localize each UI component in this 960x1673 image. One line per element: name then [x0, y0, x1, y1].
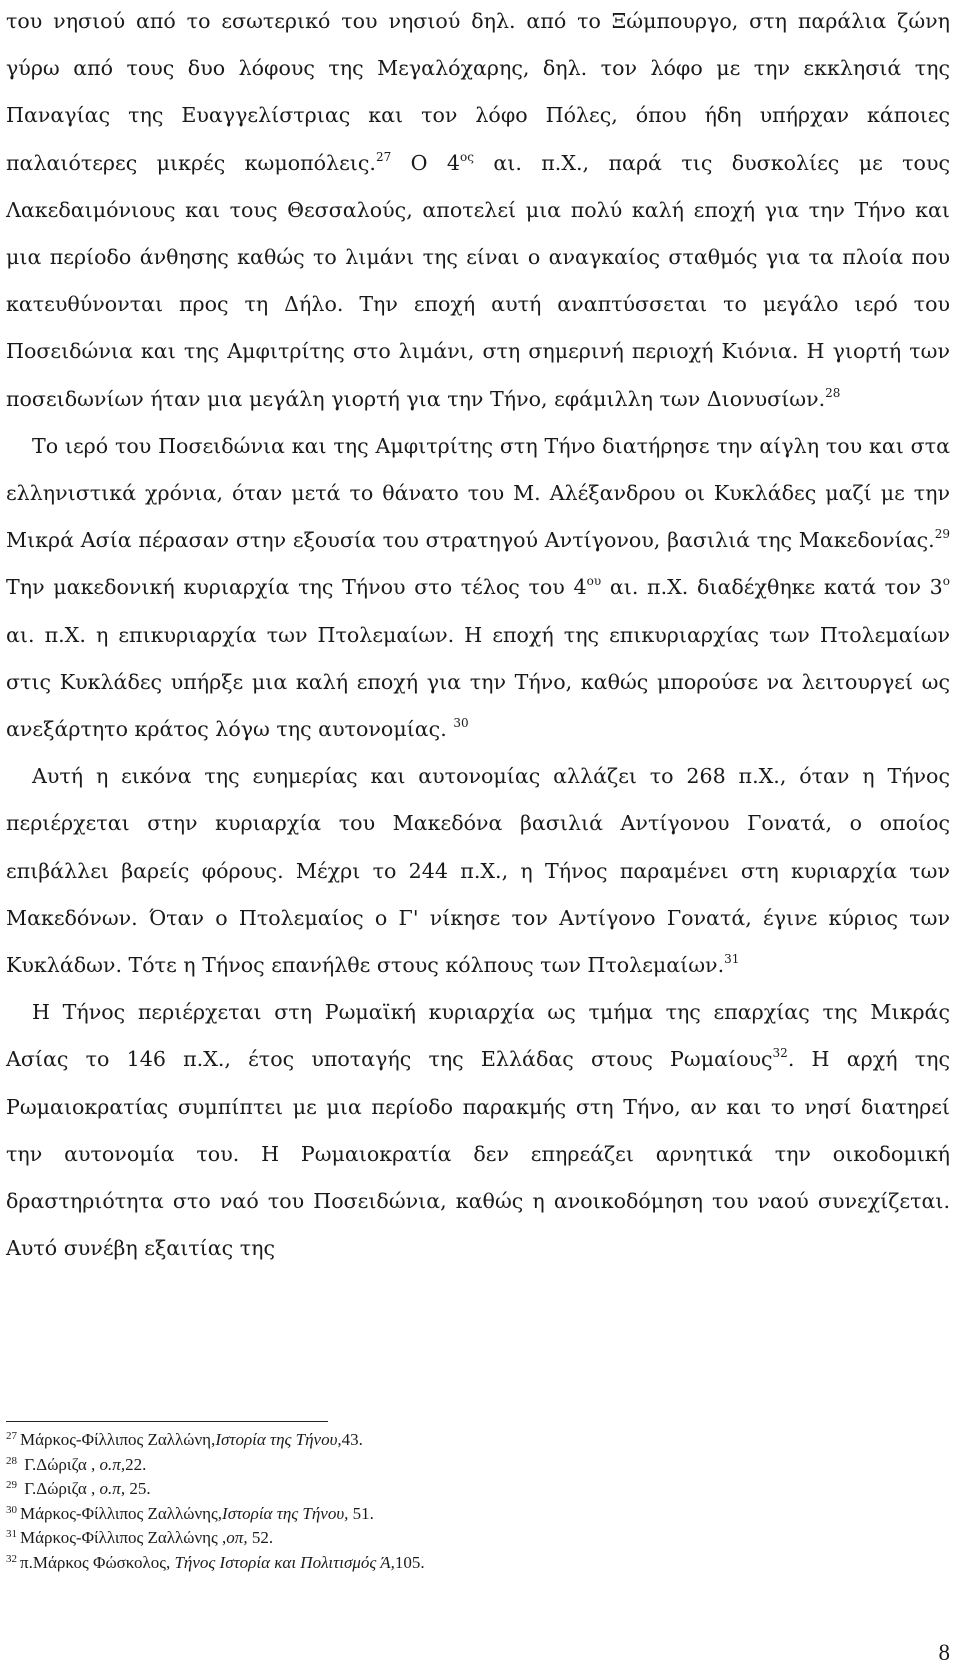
text-run: . Η αρχή της Ρωμαιοκρατίας συμπίπτει με μια περίοδο παρακμής στη Τήνο, αν και το νησί διατηρεί την αυτονομία του. Η Ρωμαιοκρατία δεν επηρεάζει αρνητικά την οικοδομική δραστηριότητα στο ναό του Ποσειδώνια, καθώς η ανοικοδόμηση του ναού συνεχίζεται. Αυτό συνέβη εξαιτίας της: [6, 1047, 950, 1261]
text-run: π.Μάρκος Φώσκολος,: [20, 1552, 175, 1572]
paragraph: [6, 0, 950, 423]
text-run: Μάρκος-Φίλλιπος Ζαλλώνη,: [20, 1430, 216, 1449]
footnote-ref: 32: [772, 1046, 788, 1061]
footnote-ref: ο: [942, 574, 950, 589]
text-run: Το ιερό του Ποσειδώνια και της Αμφιτρίτης στη Τήνο διατήρησε την αίγλη του και στα ελληνιστικά χρόνια, όταν μετά το θάνατο του Μ. Αλέξανδρου οι Κυκλάδες μαζί με την Μικρά Ασία πέρασαν στην εξουσία του στρατηγού Αντίγονου, βασιλιά της Μακεδονίας.: [6, 433, 950, 553]
text-run: Ο 4: [391, 150, 460, 175]
paragraph: [6, 989, 950, 1272]
footnote-number: 27: [6, 1430, 17, 1442]
footnote-number: 30: [6, 1503, 17, 1516]
footnote-number: 31: [6, 1528, 17, 1541]
text-run: αι. π.Χ. διαδέχθηκε κατά τον 3: [601, 575, 943, 600]
footnote: [6, 1551, 906, 1576]
footnote-ref: 27: [375, 149, 392, 164]
footnote-ref: 31: [724, 952, 740, 967]
text-run: 43.: [341, 1430, 363, 1449]
italic-text: ο.π,: [99, 1454, 126, 1474]
footnote-ref: ου: [586, 574, 602, 589]
footnote: [6, 1526, 906, 1551]
footnotes: [6, 1428, 906, 1576]
footnote: [6, 1477, 906, 1502]
footnote-number: 32: [6, 1552, 17, 1565]
italic-text: Τήνος Ιστορία και Πολιτισμός Ά,: [174, 1552, 395, 1572]
footnote: [6, 1453, 906, 1478]
italic-text: οπ,: [226, 1528, 248, 1548]
paragraph: [6, 423, 950, 753]
page-number: 8: [938, 1640, 950, 1665]
text-run: Γ.Δώριζα ,: [20, 1479, 100, 1499]
footnote-ref: 30: [453, 716, 469, 731]
body-text: [6, 0, 950, 1272]
text-run: 52.: [247, 1528, 274, 1548]
text-run: αι. π.Χ., παρά τις δυσκολίες με τους Λακεδαιμόνιους και τους Θεσσαλούς, αποτελεί μια πολύ καλή εποχή για την Τήνο και μια περίοδο άνθησης καθώς το λιμάνι της είναι ο αναγκαίος σταθμός για τα πλοία που κατευθύνονται προς τη Δήλο. Την εποχή αυτή αναπτύσσεται το μεγάλο ιερό του Ποσειδώνια και της Αμφιτρίτης στο λιμάνι, στη σημερινή περιοχή Κιόνια. Η γιορτή των ποσειδωνίων ήταν μια μεγάλη γιορτή για την Τήνο, εφάμιλλη των Διονυσίων.: [6, 150, 951, 411]
text-run: του νησιού από το εσωτερικό του νησιού δηλ. από το Ξώμπουργο, στη παράλια ζώνη γύρω από τους δυο λόφους της Μεγαλόχαρης, δηλ. τον λόφο με την εκκλησιά της Παναγίας της Ευαγγελίστριας και τον λόφο Πόλες, όπου ήδη υπήρχαν κάποιες παλαιότερες μικρές κωμοπόλεις.: [6, 9, 950, 175]
text-run: Μάρκος-Φίλλιπος Ζαλλώνης ,: [20, 1528, 227, 1548]
footnote-ref: 28: [825, 385, 841, 400]
footnote: [6, 1502, 906, 1527]
text-run: 22.: [125, 1454, 147, 1474]
text-run: Μάρκος-Φίλλιπος Ζαλλώνης,: [20, 1503, 223, 1523]
footnote-number: 29: [6, 1479, 17, 1492]
italic-text: ο.π,: [99, 1479, 126, 1499]
text-run: 25.: [125, 1479, 151, 1499]
text-run: 51.: [348, 1503, 374, 1523]
text-run: αι. π.Χ. η επικυριαρχία των Πτολεμαίων. Η εποχή της επικυριαρχίας των Πτολεμαίων στις Κυκλάδες υπήρξε μια καλή εποχή για την Τήνο, καθώς μπορούσε να λειτουργεί ως ανεξάρτητο κράτος λόγω της αυτονομίας.: [6, 622, 950, 742]
paragraph: [6, 753, 950, 989]
text-run: Αυτή η εικόνα της ευημερίας και αυτονομίας αλλάζει το 268 π.Χ., όταν η Τήνος περιέρχεται στην κυριαρχία του Μακεδόνα βασιλιά Αντίγονου Γονατά, ο οποίος επιβάλλει βαρείς φόρους. Μέχρι το 244 π.Χ., η Τήνος παραμένει στη κυριαρχία των Μακεδόνων. Όταν ο Πτολεμαίος ο Γ' νίκησε τον Αντίγονο Γονατά, έγινε κύριος των Κυκλάδων. Τότε η Τήνος επανήλθε στους κόλπους των Πτολεμαίων.: [6, 764, 950, 978]
text-run: Η Τήνος περιέρχεται στη Ρωμαϊκή κυριαρχία ως τμήμα της επαρχίας της Μικράς Ασίας το 146 π.Χ., έτος υποταγής της Ελλάδας στους Ρωμαίους: [6, 1000, 950, 1072]
footnote-number: 28: [6, 1454, 17, 1467]
footnote-ref: 29: [934, 527, 950, 542]
text-run: Την μακεδονική κυριαρχία της Τήνου στο τέλος του 4: [6, 575, 587, 600]
text-run: 105.: [394, 1552, 425, 1572]
text-run: Γ.Δώριζα ,: [20, 1454, 100, 1474]
italic-text: Ιστορία της Τήνου,: [222, 1503, 349, 1523]
footnote-ref: ος: [460, 149, 474, 164]
italic-text: Ιστορία της Τήνου,: [215, 1430, 342, 1449]
footnote: [6, 1428, 906, 1453]
footnote-separator: [6, 1421, 328, 1422]
